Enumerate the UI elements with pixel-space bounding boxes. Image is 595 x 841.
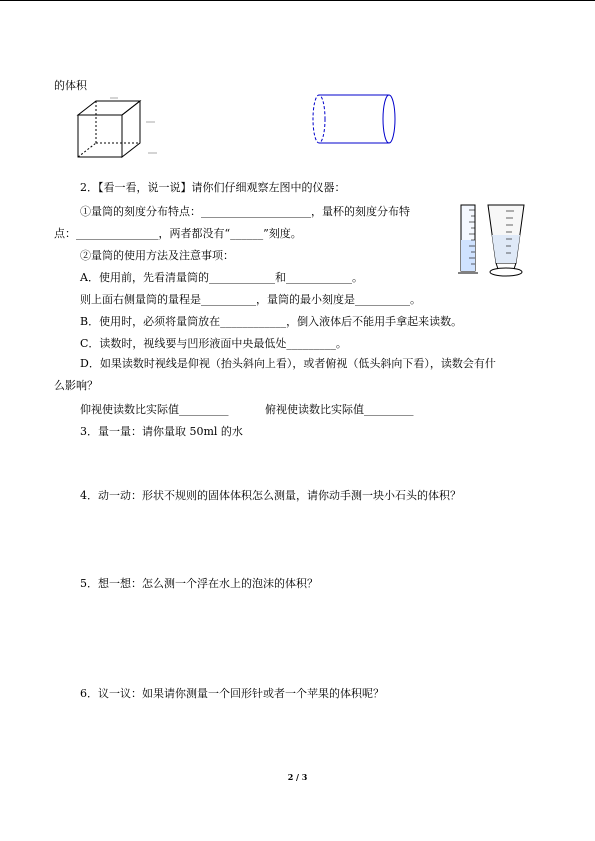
cylinder-figure bbox=[310, 92, 398, 148]
text-line-12a: 仰视使读数比实际值_________ bbox=[80, 403, 229, 416]
text-line-13: 3．量一量：请你量取 50ml 的水 bbox=[80, 425, 243, 438]
text-line-3: ①量筒的刻度分布特点：____________________，量杯的刻度分布特 bbox=[80, 205, 410, 218]
text-line-1: 的体积 bbox=[54, 79, 87, 92]
text-line-14: 4．动一动：形状不规则的固体体积怎么测量，请你动手测一块小石头的体积？ bbox=[80, 489, 461, 502]
text-line-2: 2．【看一看，说一说】请你们仔细观察左图中的仪器： bbox=[80, 181, 346, 194]
text-line-6: A．使用前，先看清量筒的____________和____________。 bbox=[80, 271, 363, 284]
text-line-8: B．使用时，必须将量筒放在____________，倒入液体后不能用手拿起来读数。 bbox=[80, 315, 463, 328]
cube-figure bbox=[76, 95, 170, 161]
text-line-4: 点：_______________，两者都没有“______”刻度。 bbox=[54, 227, 302, 240]
text-line-12b: 俯视使读数比实际值_________ bbox=[265, 403, 414, 416]
text-line-5: ②量筒的使用方法及注意事项： bbox=[80, 249, 234, 262]
text-line-11: 么影响？ bbox=[54, 379, 98, 392]
header-rule bbox=[0, 0, 595, 1]
text-line-9: C．读数时，视线要与凹形液面中央最低处_________。 bbox=[80, 337, 347, 350]
text-line-10: D．如果读数时视线是仰视（抬头斜向上看），或者俯视（低头斜向下看），读数会有什 bbox=[80, 357, 496, 370]
text-line-16: 6．议一议：如果请你测量一个回形针或者一个苹果的体积呢？ bbox=[80, 687, 384, 700]
measuring-cup-figure bbox=[484, 201, 528, 279]
page-number: 2 / 3 bbox=[287, 772, 308, 782]
graduated-cylinder-figure bbox=[455, 202, 481, 276]
text-line-7: 则上面右侧量筒的量程是__________，量筒的最小刻度是__________。 bbox=[80, 293, 421, 306]
text-line-15: 5．想一想：怎么测一个浮在水上的泡沫的体积？ bbox=[80, 577, 318, 590]
